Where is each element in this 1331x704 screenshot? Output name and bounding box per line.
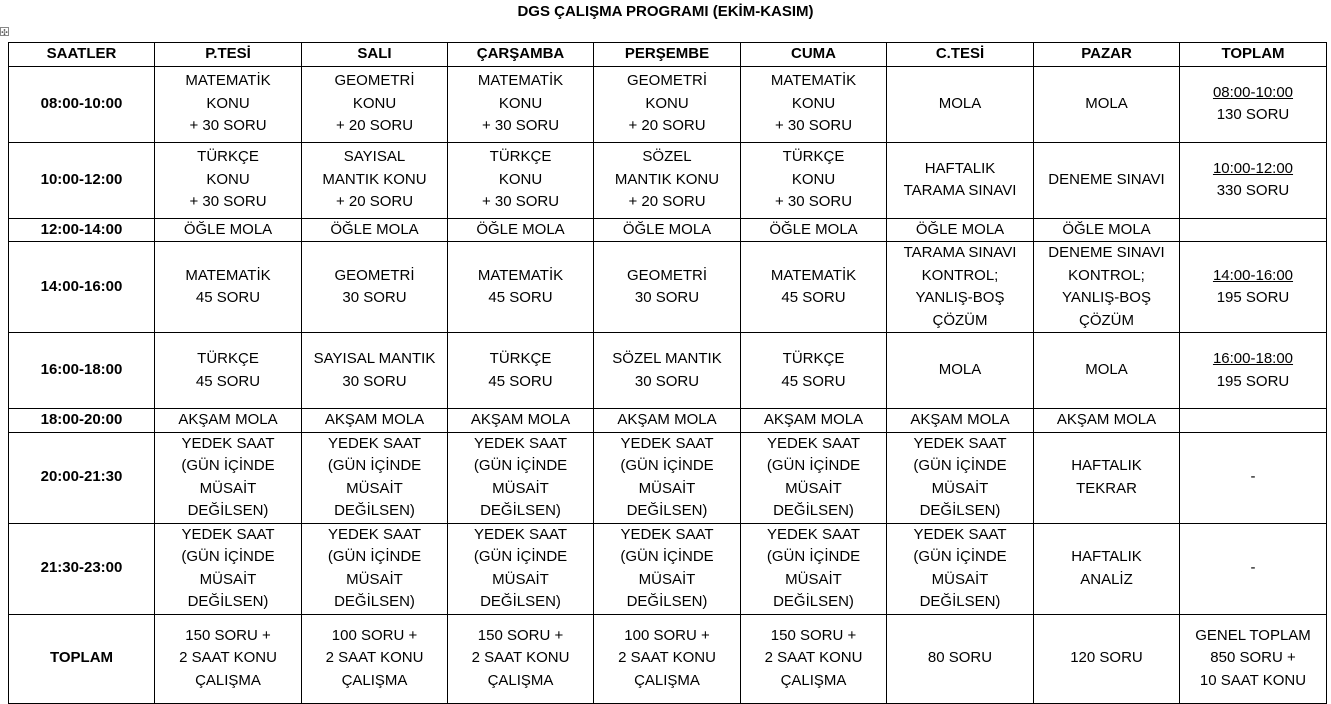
total-line: 330 SORU xyxy=(1216,182,1290,199)
total-line: 195 SORU xyxy=(1216,289,1290,306)
cell-line: 2 SAAT KONU xyxy=(618,649,716,667)
schedule-cell xyxy=(594,218,741,242)
cell-line: MÜSAİT xyxy=(931,479,989,497)
cell-line: SAYISAL MANTIK xyxy=(313,350,436,367)
cell-line: KONU xyxy=(206,170,250,188)
schedule-cell xyxy=(302,142,448,218)
schedule-cell xyxy=(155,218,302,242)
cell-line: (GÜN İÇİNDE xyxy=(620,457,714,474)
cell-line: 30 SORU xyxy=(634,289,700,306)
table-row xyxy=(9,242,1327,333)
cell-line: 45 SORU xyxy=(195,372,261,390)
cell-line: KONU xyxy=(206,94,250,112)
table-row xyxy=(9,142,1327,218)
total-line: 10:00-12:00 xyxy=(1212,159,1294,177)
cell-line: SAYISAL xyxy=(343,148,406,166)
cell-line: HAFTALIK xyxy=(1071,457,1142,474)
cell-line: 30 SORU xyxy=(342,289,407,306)
header-saatler: SAATLER xyxy=(9,43,155,67)
cell-line: ÇALIŞMA xyxy=(487,671,554,689)
cell-line: MANTIK KONU xyxy=(322,170,427,188)
header-carsamba: ÇARŞAMBA xyxy=(448,43,594,67)
time-slot-cell: TOPLAM xyxy=(9,614,155,703)
cell-line: MÜSAİT xyxy=(492,479,549,497)
cell-line: AKŞAM MOLA xyxy=(617,411,717,428)
schedule-cell xyxy=(741,432,887,523)
schedule-cell xyxy=(1034,142,1180,218)
cell-line: DEĞİLSEN) xyxy=(334,593,415,610)
cell-line: DENEME SINAVI xyxy=(1048,170,1165,188)
schedule-cell xyxy=(887,66,1034,142)
cell-line: MATEMATİK xyxy=(477,266,564,284)
cell-line: ÖĞLE MOLA xyxy=(1062,220,1151,238)
cell-line: MOLA xyxy=(938,361,982,379)
cell-line: MOLA xyxy=(938,94,982,112)
cell-line: YEDEK SAAT xyxy=(766,525,861,543)
cell-line: DEĞİLSEN) xyxy=(773,593,854,610)
cell-line: (GÜN İÇİNDE xyxy=(327,457,422,474)
total-line: 16:00-18:00 xyxy=(1212,350,1294,367)
total-cell xyxy=(1180,218,1327,242)
table-row xyxy=(9,409,1327,433)
schedule-cell xyxy=(741,614,887,703)
cell-line: GEOMETRİ xyxy=(334,72,415,90)
schedule-cell xyxy=(741,66,887,142)
schedule-cell xyxy=(887,614,1034,703)
cell-line: (GÜN İÇİNDE xyxy=(913,548,1007,565)
cell-line: + 20 SORU xyxy=(628,117,706,135)
total-line: 08:00-10:00 xyxy=(1212,83,1294,101)
cell-line: 80 SORU xyxy=(927,649,993,667)
cell-line: MATEMATİK xyxy=(185,266,271,284)
cell-line: DEĞİLSEN) xyxy=(919,502,1001,519)
cell-line: MÜSAİT xyxy=(931,570,989,588)
cell-line: TEKRAR xyxy=(1076,479,1137,497)
total-line: - xyxy=(1250,559,1256,577)
schedule-cell xyxy=(594,66,741,142)
cell-line: AKŞAM MOLA xyxy=(763,411,864,428)
cell-line: YANLIŞ-BOŞ xyxy=(1062,289,1151,306)
schedule-cell xyxy=(887,142,1034,218)
total-line: 130 SORU xyxy=(1216,106,1290,123)
schedule-cell xyxy=(448,614,594,703)
cell-line: ÖĞLE MOLA xyxy=(330,220,419,238)
cell-line: DEĞİLSEN) xyxy=(480,593,561,610)
cell-line: SÖZEL xyxy=(642,148,692,166)
schedule-cell xyxy=(155,432,302,523)
cell-line: (GÜN İÇİNDE xyxy=(473,548,568,565)
cell-line: TÜRKÇE xyxy=(489,148,552,166)
cell-line: MÜSAİT xyxy=(346,570,403,588)
header-persembe: PERŞEMBE xyxy=(594,43,741,67)
schedule-cell xyxy=(302,218,448,242)
schedule-cell xyxy=(887,432,1034,523)
cell-line: MÜSAİT xyxy=(199,570,257,588)
header-cumartesi: C.TESİ xyxy=(887,43,1034,67)
header-pazartesi: P.TESİ xyxy=(155,43,302,67)
cell-line: TÜRKÇE xyxy=(197,148,259,166)
schedule-cell xyxy=(594,432,741,523)
cell-line: 30 SORU xyxy=(342,372,407,390)
schedule-cell xyxy=(1034,523,1180,614)
cell-line: 100 SORU + xyxy=(624,626,710,644)
schedule-cell xyxy=(887,409,1034,433)
schedule-cell xyxy=(448,242,594,333)
cell-line: YEDEK SAAT xyxy=(473,434,568,452)
cell-line: YEDEK SAAT xyxy=(766,434,861,452)
cell-line: MÜSAİT xyxy=(346,479,403,497)
cell-line: ANALİZ xyxy=(1080,570,1133,588)
cell-line: AKŞAM MOLA xyxy=(324,411,425,428)
cell-line: + 30 SORU xyxy=(481,193,560,211)
cell-line: KONU xyxy=(498,94,543,112)
total-cell xyxy=(1180,523,1327,614)
cell-line: (GÜN İÇİNDE xyxy=(181,548,275,565)
table-row xyxy=(9,432,1327,523)
schedule-cell xyxy=(448,333,594,409)
cell-line: ÖĞLE MOLA xyxy=(183,220,273,238)
total-cell xyxy=(1180,614,1327,703)
total-line: 14:00-16:00 xyxy=(1212,266,1294,284)
cell-line: AKŞAM MOLA xyxy=(1056,411,1157,428)
header-row xyxy=(9,43,1327,67)
schedule-cell xyxy=(155,409,302,433)
cell-line: KONU xyxy=(498,170,543,188)
cell-line: AKŞAM MOLA xyxy=(910,411,1010,428)
cell-line: 150 SORU + xyxy=(477,626,564,644)
cell-line: 45 SORU xyxy=(488,289,553,306)
schedule-cell xyxy=(302,333,448,409)
schedule-cell xyxy=(302,614,448,703)
schedule-cell xyxy=(1034,409,1180,433)
cell-line: + 20 SORU xyxy=(335,117,414,135)
total-cell xyxy=(1180,432,1327,523)
cell-line: (GÜN İÇİNDE xyxy=(327,548,422,565)
cell-line: + 30 SORU xyxy=(774,117,853,135)
schedule-cell xyxy=(448,142,594,218)
cell-line: DEĞİLSEN) xyxy=(187,593,269,610)
cell-line: YEDEK SAAT xyxy=(327,525,422,543)
cell-line: MANTIK KONU xyxy=(614,170,720,188)
table-row xyxy=(9,333,1327,409)
table-row xyxy=(9,218,1327,242)
cell-line: + 30 SORU xyxy=(189,193,267,211)
cell-line: DEĞİLSEN) xyxy=(187,502,269,519)
total-cell xyxy=(1180,333,1327,409)
cell-line: YANLIŞ-BOŞ xyxy=(915,289,1005,306)
cell-line: TÜRKÇE xyxy=(782,148,845,166)
schedule-cell xyxy=(594,142,741,218)
cell-line: MATEMATİK xyxy=(770,72,857,90)
cell-line: DEĞİLSEN) xyxy=(334,502,415,519)
header-pazar: PAZAR xyxy=(1034,43,1180,67)
cell-line: YEDEK SAAT xyxy=(620,434,714,452)
cell-line: KONU xyxy=(352,94,397,112)
cell-line: 2 SAAT KONU xyxy=(325,649,424,667)
schedule-cell xyxy=(1034,66,1180,142)
cell-line: MÜSAİT xyxy=(785,570,842,588)
cell-line: YEDEK SAAT xyxy=(181,434,275,452)
cell-line: YEDEK SAAT xyxy=(181,525,275,543)
schedule-cell xyxy=(594,614,741,703)
cell-line: ÇALIŞMA xyxy=(341,671,408,689)
total-line: GENEL TOPLAM xyxy=(1195,626,1311,644)
cell-line: ÖĞLE MOLA xyxy=(476,220,565,238)
cell-line: MÜSAİT xyxy=(199,479,257,497)
time-slot-cell: 18:00-20:00 xyxy=(9,409,155,433)
schedule-cell xyxy=(1034,333,1180,409)
header-sali: SALI xyxy=(302,43,448,67)
schedule-cell xyxy=(448,218,594,242)
cell-line: TARAMA SINAVI xyxy=(903,244,1017,261)
cell-line: 2 SAAT KONU xyxy=(179,649,277,667)
schedule-cell xyxy=(155,614,302,703)
schedule-cell xyxy=(594,523,741,614)
table-row xyxy=(9,523,1327,614)
schedule-cell xyxy=(741,142,887,218)
cell-line: TÜRKÇE xyxy=(782,350,845,367)
cell-line: AKŞAM MOLA xyxy=(470,411,571,428)
cell-line: 150 SORU + xyxy=(185,626,271,644)
time-slot-cell: 10:00-12:00 xyxy=(9,142,155,218)
time-slot-cell: 14:00-16:00 xyxy=(9,242,155,333)
total-line: 10 SAAT KONU xyxy=(1199,671,1307,689)
cell-line: MATEMATİK xyxy=(185,72,271,90)
document-title: DGS ÇALIŞMA PROGRAMI (EKİM-KASIM) xyxy=(517,3,814,20)
schedule-cell xyxy=(741,409,887,433)
cell-line: YEDEK SAAT xyxy=(913,525,1007,543)
cell-line: 30 SORU xyxy=(634,372,700,390)
cell-line: YEDEK SAAT xyxy=(473,525,568,543)
schedule-cell xyxy=(302,432,448,523)
time-slot-cell: 08:00-10:00 xyxy=(9,66,155,142)
schedule-cell xyxy=(1034,242,1180,333)
cell-line: 150 SORU + xyxy=(770,626,857,644)
cell-line: + 20 SORU xyxy=(628,193,706,211)
cell-line: DENEME SINAVI xyxy=(1048,244,1165,261)
cell-line: ÇÖZÜM xyxy=(932,311,988,329)
cell-line: KONTROL; xyxy=(921,266,999,284)
schedule-cell xyxy=(448,66,594,142)
cell-line: 2 SAAT KONU xyxy=(471,649,570,667)
cell-line: GEOMETRİ xyxy=(334,266,415,284)
schedule-cell xyxy=(887,523,1034,614)
time-slot-cell: 20:00-21:30 xyxy=(9,432,155,523)
cell-line: 2 SAAT KONU xyxy=(764,649,863,667)
cell-line: KONU xyxy=(791,170,836,188)
schedule-cell xyxy=(741,333,887,409)
cell-line: MOLA xyxy=(1085,94,1128,112)
cell-line: TÜRKÇE xyxy=(489,350,552,367)
schedule-cell xyxy=(448,409,594,433)
cell-line: (GÜN İÇİNDE xyxy=(766,457,861,474)
cell-line: 100 SORU + xyxy=(331,626,418,644)
cell-line: DEĞİLSEN) xyxy=(626,593,708,610)
schedule-cell xyxy=(741,523,887,614)
schedule-cell xyxy=(741,218,887,242)
cell-line: 45 SORU xyxy=(781,372,846,390)
cell-line: TÜRKÇE xyxy=(197,350,259,367)
cell-line: DEĞİLSEN) xyxy=(773,502,854,519)
total-line: 850 SORU + xyxy=(1210,649,1296,667)
cell-line: (GÜN İÇİNDE xyxy=(181,457,275,474)
time-slot-cell: 12:00-14:00 xyxy=(9,218,155,242)
schedule-cell xyxy=(1034,432,1180,523)
cell-line: 45 SORU xyxy=(488,372,553,390)
cell-line: (GÜN İÇİNDE xyxy=(766,548,861,565)
schedule-cell xyxy=(302,523,448,614)
cell-line: TARAMA SINAVI xyxy=(903,182,1017,199)
schedule-cell xyxy=(741,242,887,333)
schedule-cell xyxy=(302,409,448,433)
cell-line: DEĞİLSEN) xyxy=(480,502,561,519)
total-cell xyxy=(1180,409,1327,433)
cell-line: + 30 SORU xyxy=(189,117,267,135)
cell-line: (GÜN İÇİNDE xyxy=(473,457,568,474)
schedule-cell xyxy=(448,432,594,523)
cell-line: ÖĞLE MOLA xyxy=(622,220,712,238)
table-row xyxy=(9,614,1327,703)
table-row xyxy=(9,66,1327,142)
schedule-cell xyxy=(302,66,448,142)
cell-line: ÇÖZÜM xyxy=(1079,311,1134,329)
schedule-cell xyxy=(155,142,302,218)
cell-line: MATEMATİK xyxy=(477,72,564,90)
header-toplam: TOPLAM xyxy=(1180,43,1327,67)
cell-line: HAFTALIK xyxy=(1071,548,1142,565)
cell-line: 45 SORU xyxy=(195,289,261,306)
schedule-cell xyxy=(155,333,302,409)
schedule-cell xyxy=(1034,614,1180,703)
cell-line: (GÜN İÇİNDE xyxy=(620,548,714,565)
cell-line: ÖĞLE MOLA xyxy=(915,220,1005,238)
cell-line: KONTROL; xyxy=(1068,266,1145,284)
cell-line: ÇALIŞMA xyxy=(634,671,700,689)
total-line: 195 SORU xyxy=(1216,372,1290,390)
schedule-cell xyxy=(155,523,302,614)
total-cell xyxy=(1180,142,1327,218)
cell-line: + 20 SORU xyxy=(335,193,414,211)
cell-line: ÖĞLE MOLA xyxy=(769,220,858,238)
cell-line: MÜSAİT xyxy=(785,479,842,497)
schedule-cell xyxy=(887,218,1034,242)
cell-line: MÜSAİT xyxy=(492,570,549,588)
cell-line: + 30 SORU xyxy=(774,193,853,211)
cell-line: KONU xyxy=(791,94,836,112)
schedule-cell xyxy=(594,242,741,333)
header-cuma: CUMA xyxy=(741,43,887,67)
cell-line: GEOMETRİ xyxy=(626,72,707,90)
cell-line: YEDEK SAAT xyxy=(913,434,1007,452)
schedule-cell xyxy=(887,242,1034,333)
cell-line: AKŞAM MOLA xyxy=(178,411,278,428)
cell-line: MOLA xyxy=(1085,361,1128,379)
schedule-cell xyxy=(155,66,302,142)
schedule-cell xyxy=(594,409,741,433)
cell-line: MÜSAİT xyxy=(638,570,696,588)
total-cell xyxy=(1180,242,1327,333)
total-cell xyxy=(1180,66,1327,142)
cell-line: + 30 SORU xyxy=(481,117,560,135)
cell-line: GEOMETRİ xyxy=(626,266,707,284)
cell-line: KONU xyxy=(645,94,689,112)
table-move-handle-icon[interactable]: ✣ xyxy=(1,28,8,37)
cell-line: 45 SORU xyxy=(781,289,846,306)
cell-line: YEDEK SAAT xyxy=(620,525,714,543)
time-slot-cell: 21:30-23:00 xyxy=(9,523,155,614)
cell-line: YEDEK SAAT xyxy=(327,434,422,452)
time-slot-cell: 16:00-18:00 xyxy=(9,333,155,409)
cell-line: DEĞİLSEN) xyxy=(626,502,708,519)
study-schedule-table xyxy=(8,42,1327,704)
schedule-cell xyxy=(1034,218,1180,242)
schedule-cell xyxy=(448,523,594,614)
schedule-cell xyxy=(594,333,741,409)
cell-line: ÇALIŞMA xyxy=(195,671,261,689)
cell-line: (GÜN İÇİNDE xyxy=(913,457,1007,474)
schedule-cell xyxy=(155,242,302,333)
cell-line: ÇALIŞMA xyxy=(780,671,847,689)
schedule-cell xyxy=(302,242,448,333)
cell-line: DEĞİLSEN) xyxy=(919,593,1001,610)
cell-line: MATEMATİK xyxy=(770,266,857,284)
cell-line: MÜSAİT xyxy=(638,479,696,497)
cell-line: 120 SORU xyxy=(1070,649,1143,667)
cell-line: HAFTALIK xyxy=(924,159,996,177)
total-line: - xyxy=(1250,468,1256,486)
schedule-cell xyxy=(887,333,1034,409)
cell-line: SÖZEL MANTIK xyxy=(612,350,722,367)
